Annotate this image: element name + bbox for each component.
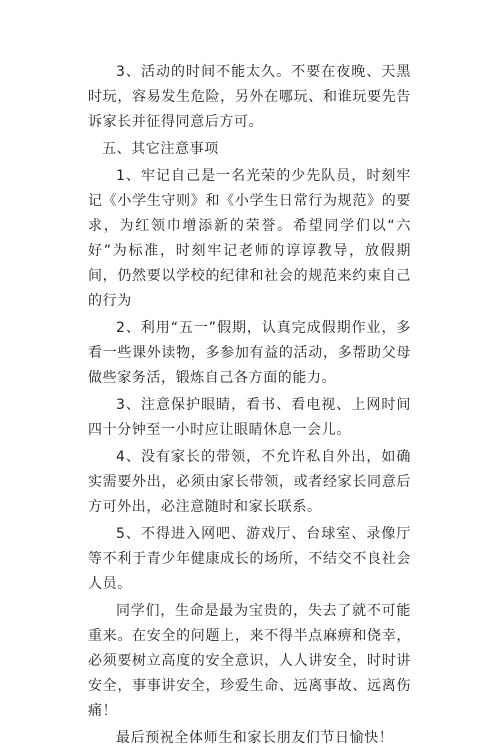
- paragraph-item-4: 4、没有家长的带领，不允许私自外出，如确实需要外出，必须由家长带领，或者经家长同意后方可外出，必注意随时和家长联系。: [88, 449, 411, 515]
- paragraph-item-2: 2、利用“五一”假期，认真完成假期作业，多看一些课外读物，多参加有益的活动，多帮助父母做些家务活，锻炼自己各方面的能力。: [88, 320, 411, 386]
- document-body: [88, 60, 411, 753]
- paragraph-item-5: 5、不得进入网吧、游戏厅、台球室、录像厅等不利于青少年健康成长的场所，不结交不良社会人员。: [88, 526, 411, 592]
- section-heading-other-notes: 五、其它注意事项: [102, 141, 219, 157]
- paragraph-item-3: 3、注意保护眼睛，看书、看电视、上网时间四十分钟至一小时应让眼睛休息一会儿。: [88, 397, 411, 438]
- paragraph-closing-wishes: 最后预祝全体师生和家长朋友们节日愉快！: [116, 730, 394, 746]
- paragraph-item-1: 1、牢记自己是一名光荣的少先队员，时刻牢记《小学生守则》和《小学生日常行为规范》的要求，为红领巾增添新的荣誉。希望同学们以“六好”为标准，时刻牢记老师的谆谆教导，放假期间，仍然要以学校的纪律和社会的规范来约束自己的行为: [88, 168, 411, 309]
- paragraph-safety-appeal: 同学们，生命是最为宝贵的，失去了就不可能重来。在安全的问题上，来不得半点麻痹和侥幸，必须要树立高度的安全意识，人人讲安全，时时讲安全，事事讲安全，珍爱生命、远离事故、远离伤痛！: [88, 603, 411, 719]
- paragraph-activity-time: 3、活动的时间不能太久。不要在夜晚、天黑时玩，容易发生危险，另外在哪玩、和谁玩要先告诉家长并征得同意后方可。: [88, 64, 411, 130]
